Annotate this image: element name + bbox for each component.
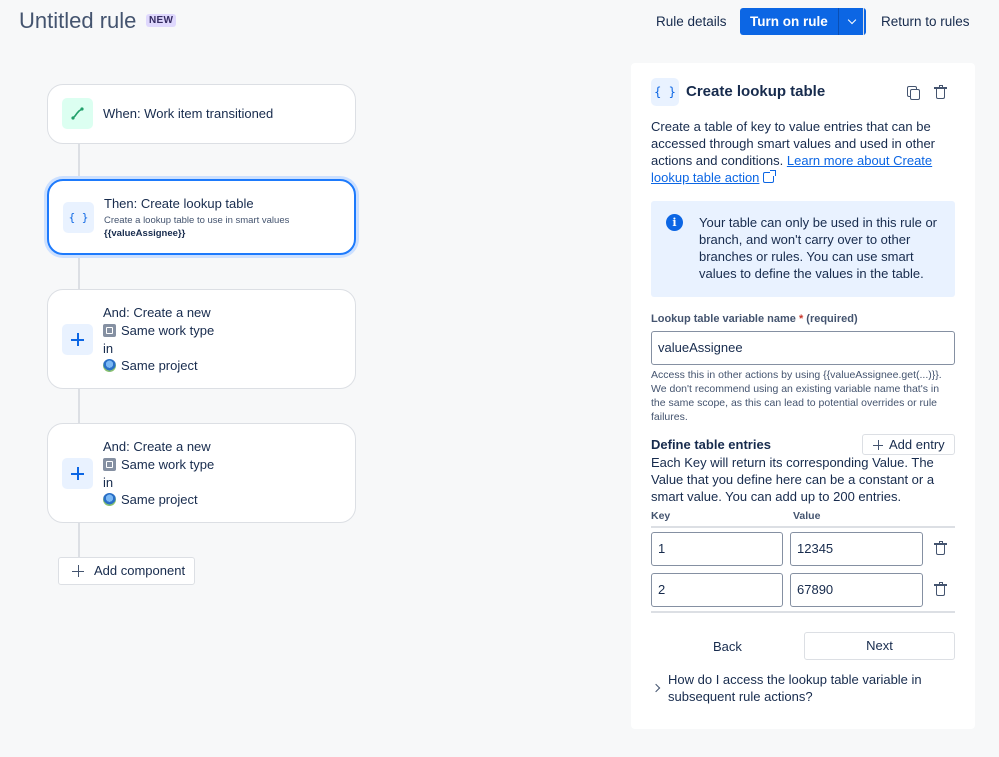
add-component-label: Add component bbox=[94, 563, 186, 578]
trigger-label: When: Work item transitioned bbox=[103, 106, 274, 121]
work-type-row bbox=[103, 323, 214, 338]
branch-label: And: Create a new bbox=[103, 305, 211, 320]
braces-icon: { } bbox=[63, 202, 94, 233]
variable-name-label: Lookup table variable name * (required) bbox=[651, 313, 858, 325]
project-label: Same project bbox=[121, 492, 198, 507]
chevron-down-icon[interactable] bbox=[838, 8, 866, 35]
connector-line bbox=[78, 522, 80, 558]
panel-description: Create a table of key to value entries that can be accessed through smart values and used in other actions and conditions. Learn more about Create lookup table action bbox=[651, 119, 936, 185]
entry-value-input[interactable]: 12345 bbox=[790, 532, 923, 566]
info-text: Your table can only be used in this rule or branch, and won't carry over to other branches or rules. You can use smart values to define the values in the table. bbox=[699, 215, 938, 281]
entries-title: Define table entries bbox=[651, 437, 771, 452]
delete-entry-icon[interactable] bbox=[935, 583, 946, 596]
variable-name-input[interactable]: valueAssignee bbox=[651, 331, 955, 365]
entry-key-input[interactable]: 2 bbox=[651, 573, 783, 607]
plus-icon bbox=[72, 565, 84, 577]
work-type-icon bbox=[103, 458, 116, 471]
config-panel bbox=[631, 63, 975, 729]
table-footer-divider bbox=[651, 611, 955, 613]
value-column-header: Value bbox=[793, 510, 821, 522]
table-header-divider bbox=[651, 526, 955, 528]
duplicate-icon[interactable] bbox=[907, 86, 919, 99]
action-sub-var: {{valueAssignee}} bbox=[104, 228, 186, 239]
work-type-row bbox=[103, 457, 214, 472]
add-entry-button[interactable]: Add entry bbox=[862, 434, 955, 455]
entries-description: Each Key will return its corresponding Value. The Value that you define here can be a constant or a smart value. You can add up to 200 entries. bbox=[651, 455, 935, 504]
new-badge: NEW bbox=[146, 14, 176, 27]
rule-details-button[interactable]: Rule details bbox=[656, 14, 727, 29]
learn-more-link[interactable]: Learn more about Create lookup table action bbox=[651, 153, 933, 185]
action-label: Then: Create lookup table bbox=[104, 196, 254, 211]
branch-card[interactable] bbox=[47, 423, 356, 523]
delete-icon[interactable] bbox=[935, 86, 946, 99]
turn-on-rule-split-button bbox=[740, 8, 866, 35]
return-to-rules-button[interactable]: Return to rules bbox=[881, 14, 970, 29]
branch-label: And: Create a new bbox=[103, 439, 211, 454]
work-type-label: Same work type bbox=[121, 457, 215, 472]
header-divider bbox=[863, 8, 864, 35]
project-icon bbox=[103, 359, 116, 372]
turn-on-rule-button[interactable]: Turn on rule bbox=[740, 8, 838, 35]
key-column-header: Key bbox=[651, 510, 671, 522]
trigger-card[interactable] bbox=[47, 84, 356, 144]
braces-icon: { } bbox=[651, 78, 679, 106]
panel-title: Create lookup table bbox=[686, 83, 826, 100]
connector-line bbox=[78, 143, 80, 179]
plus-icon bbox=[62, 458, 93, 489]
project-row bbox=[103, 492, 198, 507]
connector-line bbox=[78, 388, 80, 424]
plus-icon bbox=[62, 324, 93, 355]
delete-entry-icon[interactable] bbox=[935, 542, 946, 555]
faq-expander[interactable]: How do I access the lookup table variable in subsequent rule actions? bbox=[668, 672, 922, 704]
branch-card[interactable] bbox=[47, 289, 356, 389]
in-label: in bbox=[103, 341, 114, 356]
project-icon bbox=[103, 493, 116, 506]
entry-value-input[interactable]: 67890 bbox=[790, 573, 923, 607]
external-link-icon bbox=[763, 172, 774, 183]
branch-icon bbox=[62, 98, 93, 129]
action-sub: Create a lookup table to use in smart values bbox=[104, 215, 290, 226]
project-row bbox=[103, 358, 198, 373]
next-button[interactable]: Next bbox=[804, 632, 955, 660]
action-card-create-lookup-table[interactable] bbox=[47, 179, 356, 255]
work-type-label: Same work type bbox=[121, 323, 215, 338]
work-type-icon bbox=[103, 324, 116, 337]
page-title: Untitled rule bbox=[19, 8, 137, 33]
in-label: in bbox=[103, 475, 114, 490]
chevron-right-icon[interactable] bbox=[652, 684, 660, 692]
info-message bbox=[651, 201, 955, 297]
back-button[interactable]: Back bbox=[713, 639, 742, 654]
entry-key-input[interactable]: 1 bbox=[651, 532, 783, 566]
info-icon: i bbox=[666, 214, 683, 231]
add-component-button[interactable] bbox=[58, 557, 195, 585]
project-label: Same project bbox=[121, 358, 198, 373]
connector-line bbox=[78, 255, 80, 290]
variable-name-help: Access this in other actions by using {{valueAssignee.get(...)}}. We don't recommend using an existing variable name that's in the same scope, as this can lead to potential overrides or rule failures. bbox=[651, 369, 942, 423]
plus-icon bbox=[873, 440, 883, 450]
